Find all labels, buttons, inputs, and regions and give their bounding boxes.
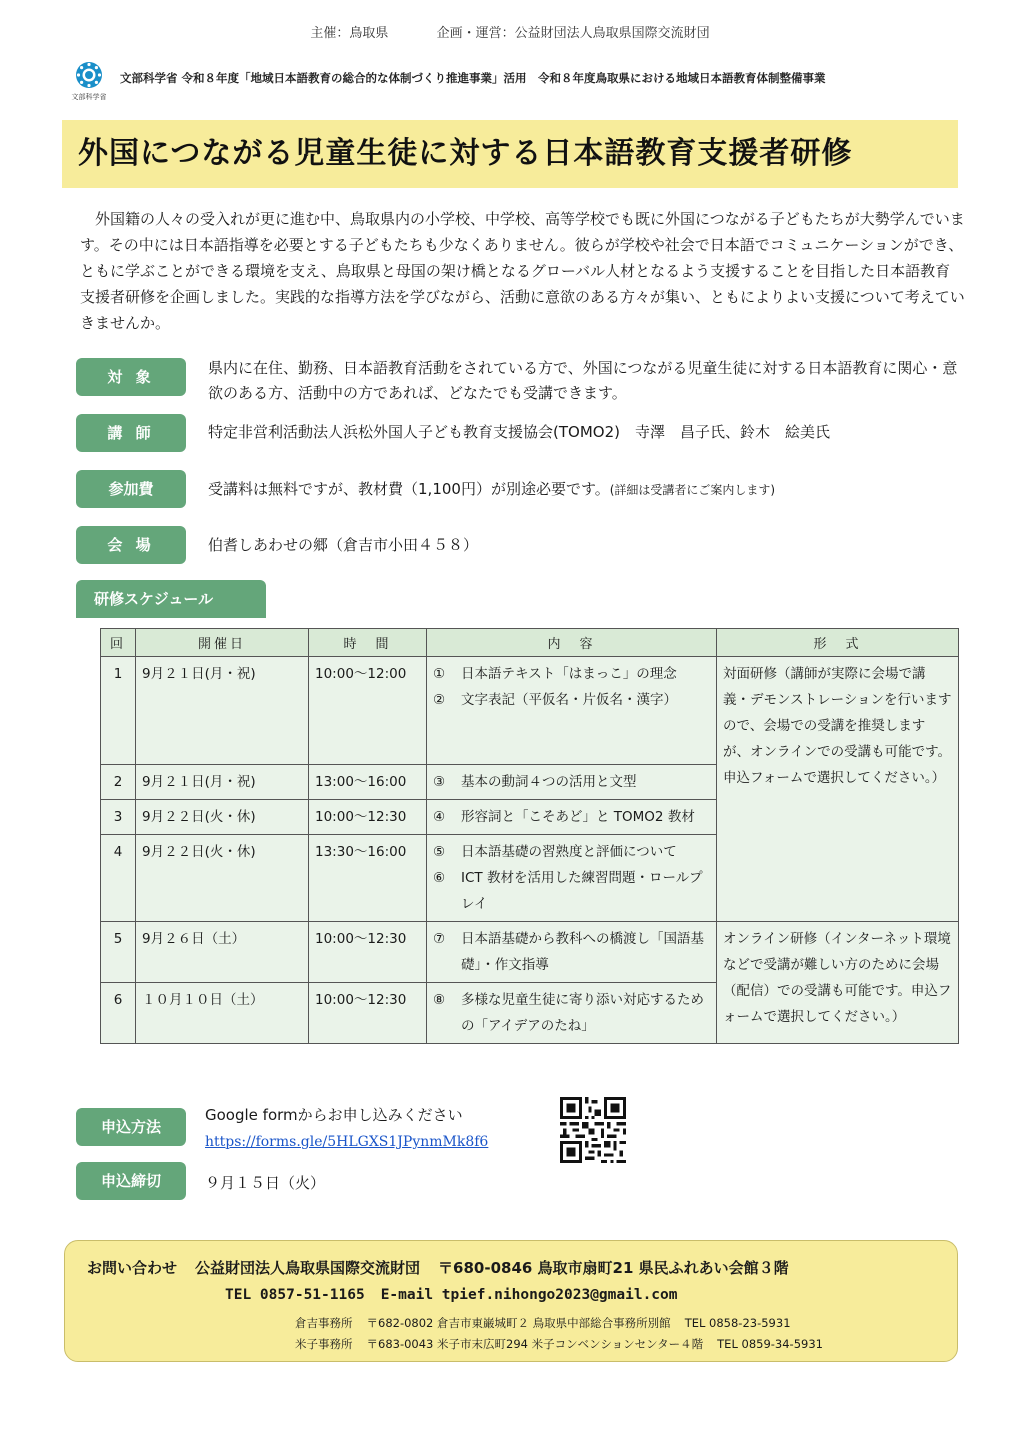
lecturer-label: 講 師 (76, 414, 186, 452)
operator-text: 企画・運営：公益財団法人鳥取県国際交流財団 (436, 26, 710, 41)
item-text: 日本語基礎の習熟度と評価について (461, 844, 677, 860)
format-face-to-face: 対面研修（講師が実際に会場で講義・デモンストレーションを行いますので、会場での受講を推奨しますが、オンラインでの受講も可能です。申込フォームで選択してください。） (717, 657, 959, 922)
row-no: 3 (101, 800, 136, 835)
item-number: ⑤ (433, 844, 446, 860)
logo-text: 文部科学省 (71, 93, 107, 101)
yonago-office-line (295, 1336, 837, 1352)
item-text: 文字表記（平仮名・片仮名・漢字） (461, 692, 677, 708)
item-text: 日本語テキスト「はまっこ」の理念 (461, 666, 677, 682)
contact-main-line (87, 1257, 807, 1278)
format-online: オンライン研修（インターネット環境などで受講が難しい方のために会場（配信）での受講も可能です。申込フォームで選択してください。） (717, 922, 959, 1044)
item-number: ④ (433, 809, 446, 825)
col-header-format: 形 式 (717, 629, 959, 657)
schedule-header-row (101, 629, 959, 657)
col-header-date: 開催日 (136, 629, 309, 657)
contact-email[interactable]: E-mail tpief.nihongo2023@gmail.com (380, 1287, 678, 1303)
row-date: 9月２２日(火・休) (136, 800, 309, 835)
item-text: 基本の動詞４つの活用と文型 (461, 774, 637, 790)
row-date: 9月２２日(火・休) (136, 835, 309, 922)
yonago-office-address: 〒683-0043 米子市末広町294 米子コンベンションセンター４階 (366, 1337, 704, 1351)
intro-paragraph: 外国籍の人々の受入れが更に進む中、鳥取県内の小学校、中学校、高等学校でも既に外国につながる子どもたちが大勢学んでいます。その中には日本語指導を必要とする子どもたちも少なくありません。彼らが学校や社会で日本語でコミュニケーションができ、ともに学ぶことができる環境を支え、鳥取県と母国の架け橋となるグローバル人材となるよう支援することを目指した日本語教育支援者研修を企画しました。実践的な指導方法を学びながら、活動に意欲のある方々が集い、ともによりよい支援について考えていきませんか。 (80, 210, 965, 332)
row-no: 5 (101, 922, 136, 983)
row-content (427, 983, 717, 1044)
venue-text: 伯耆しあわせの郷（倉吉市小田４５８） (208, 536, 479, 554)
col-header-content: 内 容 (427, 629, 717, 657)
contact-tel-email-line (225, 1287, 694, 1303)
row-time: 13:30～16:00 (309, 835, 427, 922)
row-no: 1 (101, 657, 136, 765)
table-row (101, 922, 959, 983)
row-no: 4 (101, 835, 136, 922)
kurayoshi-office-line (295, 1315, 805, 1331)
item-text: ICT 教材を活用した練習問題・ロールプレイ (461, 870, 703, 912)
contact-label: お問い合わせ (87, 1259, 178, 1277)
kurayoshi-office-name: 倉吉事務所 (295, 1316, 353, 1330)
item-number: ⑥ (433, 870, 446, 886)
item-text: 多様な児童生徒に寄り添い対応するための「アイデアのたね」 (461, 992, 704, 1034)
row-date: １０月１０日（土） (136, 983, 309, 1044)
header-organizers (0, 22, 1020, 41)
schedule-label: 研修スケジュール (76, 580, 266, 618)
row-content (427, 657, 717, 765)
kurayoshi-office-address: 〒682-0802 倉吉市東巌城町２ 鳥取県中部総合事務所別館 (366, 1316, 671, 1330)
row-date: 9月２１日(月・祝) (136, 657, 309, 765)
kurayoshi-office-tel: TEL 0858-23-5931 (684, 1316, 791, 1330)
contact-org: 公益財団法人鳥取県国際交流財団 (195, 1259, 421, 1277)
mext-project-line: 文部科学省 令和８年度「地域日本語教育の総合的な体制づくり推進事業」活用 令和８年度鳥取県における地域日本語教育体制整備事業 (120, 71, 826, 85)
apply-method-text: Google formからお申し込みください (205, 1106, 463, 1124)
col-header-no: 回 (101, 629, 136, 657)
row-date: 9月２６日（土） (136, 922, 309, 983)
fee-row (208, 477, 775, 503)
fee-note: (詳細は受講者にご案内します) (609, 483, 776, 497)
yonago-office-tel: TEL 0859-34-5931 (717, 1337, 823, 1351)
row-content (427, 835, 717, 922)
item-text: 形容詞と「こそあど」と TOMO2 教材 (461, 809, 695, 825)
venue-label: 会 場 (76, 526, 186, 564)
item-number: ① (433, 666, 446, 682)
row-content (427, 800, 717, 835)
contact-address: 〒680-0846 鳥取市扇町21 県民ふれあい会館３階 (438, 1259, 789, 1277)
deadline-text: ９月１５日（火） (205, 1174, 326, 1192)
item-text: 日本語基礎から教科への橋渡し「国語基礎」・作文指導 (461, 931, 704, 973)
row-time: 10:00～12:00 (309, 657, 427, 765)
contact-box (64, 1240, 958, 1362)
item-number: ⑧ (433, 992, 446, 1008)
item-number: ⑦ (433, 931, 446, 947)
title-band (62, 120, 958, 188)
item-number: ③ (433, 774, 446, 790)
mext-logo (66, 60, 112, 102)
page-title: 外国につながる児童生徒に対する日本語教育支援者研修 (78, 136, 853, 171)
deadline-label: 申込締切 (76, 1162, 186, 1200)
qr-code-icon[interactable] (560, 1097, 626, 1163)
organizer-text: 主催：鳥取県 (310, 26, 389, 41)
target-text: 県内に在住、勤務、日本語教育活動をされている方で、外国につながる児童生徒に対する日本語教育に関心・意欲のある方、活動中の方であれば、どなたでも受講できます。 (208, 359, 958, 402)
google-form-link[interactable]: https://forms.gle/5HLGXS1JPynmMk8f6 (205, 1134, 489, 1150)
col-header-time: 時 間 (309, 629, 427, 657)
lecturer-text: 特定非営利活動法人浜松外国人子ども教育支援協会(TOMO2) 寺澤 昌子氏、鈴木 絵美氏 (208, 423, 830, 441)
row-content (427, 765, 717, 800)
row-content (427, 922, 717, 983)
contact-tel: TEL 0857-51-1165 (225, 1287, 365, 1303)
row-time: 10:00～12:30 (309, 800, 427, 835)
apply-method-label: 申込方法 (76, 1108, 186, 1146)
schedule-table (100, 628, 959, 1044)
yonago-office-name: 米子事務所 (295, 1337, 353, 1351)
fee-text: 受講料は無料ですが、教材費（1,100円）が別途必要です。 (208, 480, 610, 498)
row-time: 10:00～12:30 (309, 983, 427, 1044)
row-no: 2 (101, 765, 136, 800)
row-no: 6 (101, 983, 136, 1044)
mext-emblem-icon (74, 60, 104, 90)
row-time: 10:00～12:30 (309, 922, 427, 983)
table-row (101, 657, 959, 765)
item-number: ② (433, 692, 446, 708)
row-date: 9月２１日(月・祝) (136, 765, 309, 800)
target-label: 対 象 (76, 358, 186, 396)
row-time: 13:00～16:00 (309, 765, 427, 800)
fee-label: 参加費 (76, 470, 186, 508)
